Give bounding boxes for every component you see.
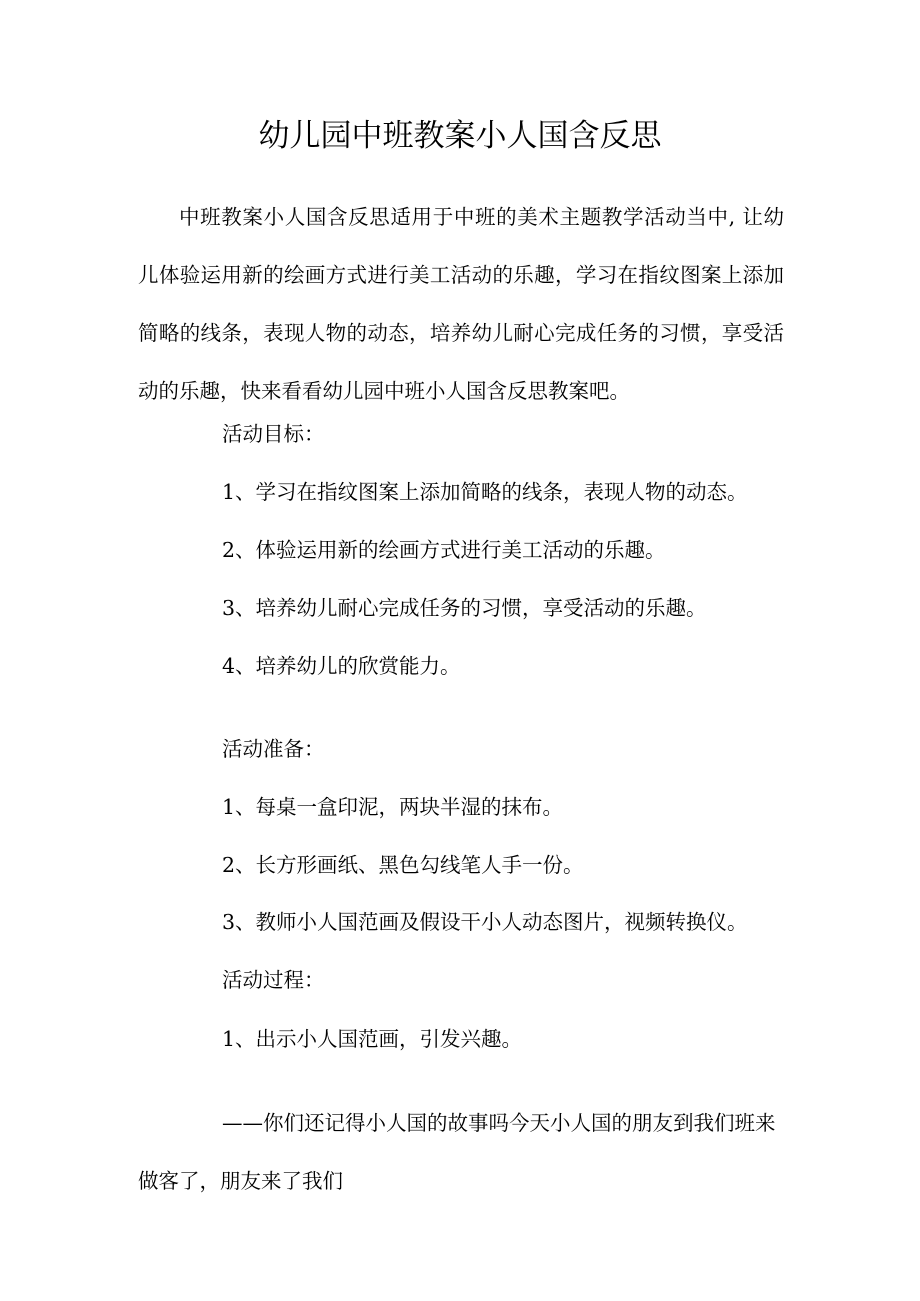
document-title: 幼儿园中班教案小人国含反思: [258, 118, 662, 154]
goals-heading: 活动目标：: [222, 422, 325, 446]
prep-heading: 活动准备：: [222, 737, 325, 761]
goal-item-1: 1、学习在指纹图案上添加简略的线条，表现人物的动态。: [222, 480, 748, 504]
goal-item-4: 4、培养幼儿的欣赏能力。: [222, 654, 461, 678]
prep-item-2: 2、长方形画纸、黑色勾线笔人手一份。: [222, 853, 584, 877]
intro-paragraph: 中班教案小人国含反思适用于中班的美术主题教学活动当中, 让幼儿体验运用新的绘画方式进行美工活动的乐趣，学习在指纹图案上添加简略的线条，表现人物的动态，培养幼儿耐心完成任务的习惯，享受活动的乐趣，快来看看幼儿园中班小人国含反思教案吧。: [138, 205, 784, 403]
goal-item-2: 2、体验运用新的绘画方式进行美工活动的乐趣。: [222, 538, 666, 562]
process-item-1: 1、出示小人国范画，引发兴趣。: [222, 1027, 523, 1051]
prep-item-3: 3、教师小人国范画及假设干小人动态图片，视频转换仪。: [222, 910, 748, 934]
goal-item-3: 3、培养幼儿耐心完成任务的习惯，享受活动的乐趣。: [222, 596, 707, 620]
prep-item-1: 1、每桌一盒印泥，两块半湿的抹布。: [222, 795, 564, 819]
process-heading: 活动过程：: [222, 968, 325, 992]
closing-paragraph: ——你们还记得小人国的故事吗今天小人国的朋友到我们班来做客了，朋友来了我们: [138, 1111, 776, 1193]
